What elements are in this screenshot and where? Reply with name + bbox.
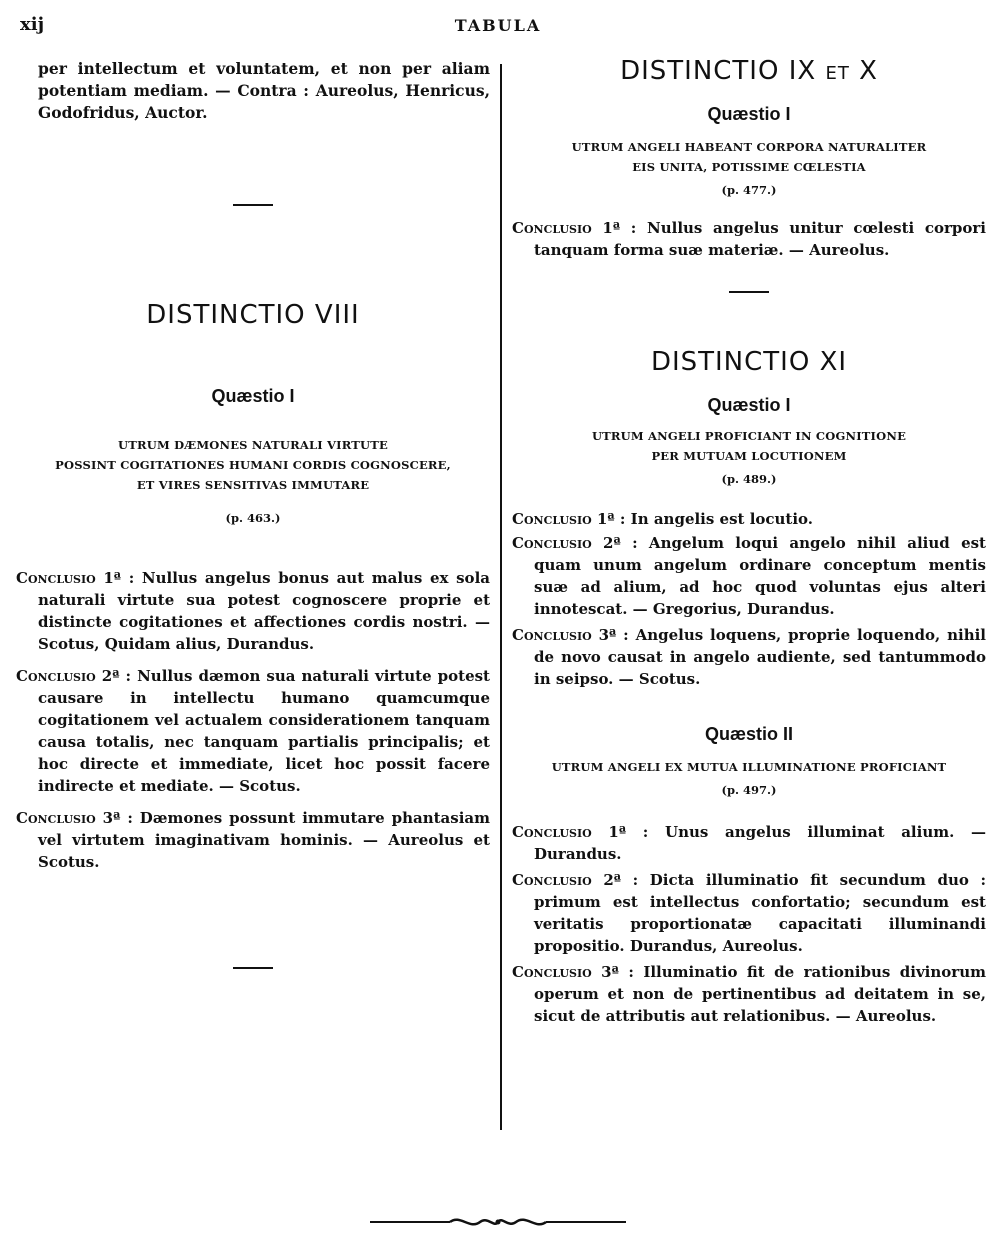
conclusio-item bbox=[512, 508, 986, 530]
quaestio-title bbox=[16, 435, 490, 495]
conclusio-label: Conclusio 2ª bbox=[512, 871, 622, 889]
page-reference: (p. 497.) bbox=[721, 783, 777, 797]
conclusio-label: Conclusio 2ª bbox=[512, 534, 621, 552]
page-reference: (p. 463.) bbox=[225, 511, 281, 525]
conclusio-authors: Durandus, Aureolus. bbox=[629, 937, 803, 955]
conclusions-list bbox=[16, 567, 490, 873]
quaestio-heading: Quæstio I bbox=[707, 395, 791, 415]
conclusio-item bbox=[512, 532, 986, 620]
conclusio-text: : Dæmones possunt immutare phantasiam vel virtutem imaginativam hominis. — bbox=[38, 809, 490, 849]
title-line: UTRUM DÆMONES NATURALI VIRTUTE bbox=[117, 438, 388, 452]
conclusio-label: Conclusio 1ª bbox=[512, 823, 627, 841]
conclusio-label: Conclusio 3ª bbox=[512, 963, 619, 981]
conclusions-list bbox=[512, 821, 986, 1027]
quaestio-heading: Quæstio I bbox=[211, 386, 295, 406]
conclusio-text: : Angelum loqui angelo nihil aliud est quam unum angelum ordinare conceptum mentis suæ ad alium, ad hoc quod voluntas ejus alteri innotescat. — bbox=[534, 534, 986, 618]
conclusio-text: : Nullus angelus bonus aut malus ex sola naturali virtute sua potest cognoscere proprie et distincte cogitationes et affectiones cordis nostri. — bbox=[38, 569, 490, 631]
running-title: TABULA bbox=[454, 16, 542, 35]
distinctio-main: DISTINCTIO IX bbox=[620, 56, 817, 86]
quaestio-heading: Quæstio I bbox=[707, 104, 791, 124]
conclusio-text: : Dicta illuminatio fit secundum duo : primum est intellectus confortatio; secundum est veritatis proportionatæ capacitati illuminandi propositio. bbox=[534, 871, 986, 955]
title-line: EIS UNITA, POTISSIME CŒLESTIA bbox=[632, 160, 866, 174]
conclusio-label: Conclusio 2ª bbox=[16, 667, 120, 685]
conclusio-authors: Aureolus. bbox=[809, 241, 890, 259]
conclusio-item bbox=[16, 807, 490, 873]
title-line: UTRUM ANGELI PROFICIANT IN COGNITIONE bbox=[591, 429, 907, 443]
title-line: PER MUTUAM LOCUTIONEM bbox=[651, 449, 847, 463]
continued-text: per intellectum et voluntatem, et non per aliam potentiam mediam. — Contra : bbox=[38, 59, 490, 100]
distinctio-heading: DISTINCTIO VIII bbox=[146, 300, 360, 330]
section-divider bbox=[729, 291, 769, 293]
conclusio-authors: Durandus. bbox=[534, 845, 622, 863]
distinctio-et: ET bbox=[825, 63, 850, 84]
conclusio-authors: Scotus. bbox=[638, 670, 701, 688]
right-column bbox=[512, 58, 986, 1037]
tailpiece-ornament-icon bbox=[370, 1212, 626, 1232]
conclusio-item bbox=[512, 217, 986, 261]
distinctio-end: X bbox=[859, 56, 878, 86]
section-divider bbox=[233, 967, 273, 969]
title-line: UTRUM ANGELI EX MUTUA ILLUMINATIONE PROFICIANT bbox=[551, 760, 947, 774]
page-number: xij bbox=[20, 14, 45, 35]
conclusio-item bbox=[16, 567, 490, 655]
conclusions-list bbox=[512, 508, 986, 690]
conclusio-text: : Illuminatio fit de rationibus divinorum operum et non de pertinentibus ad deitatem in se, sicut de attributis aut relationibus. — bbox=[534, 963, 986, 1025]
title-line: UTRUM ANGELI HABEANT CORPORA NATURALITER bbox=[571, 140, 927, 154]
page-reference: (p. 477.) bbox=[721, 183, 777, 197]
conclusio-label: Conclusio 3ª bbox=[16, 809, 121, 827]
conclusions-list bbox=[512, 217, 986, 261]
conclusio-label: Conclusio 1ª bbox=[512, 510, 615, 528]
conclusio-label: Conclusio 1ª bbox=[512, 219, 621, 237]
conclusio-item bbox=[16, 665, 490, 797]
quaestio-title bbox=[512, 137, 986, 177]
conclusio-label: Conclusio 1ª bbox=[16, 569, 122, 587]
conclusio-item bbox=[512, 624, 986, 690]
column-divider bbox=[500, 64, 502, 1130]
conclusio-authors: Aureolus. bbox=[855, 1007, 937, 1025]
conclusio-authors: Gregorius, Durandus. bbox=[652, 600, 835, 618]
conclusio-label: Conclusio 3ª bbox=[512, 626, 617, 644]
continued-authors: Aureolus, Henricus, Godofridus, Auctor. bbox=[38, 81, 490, 122]
title-line: POSSINT COGITATIONES HUMANI CORDIS COGNOSCERE, bbox=[55, 458, 451, 472]
left-column bbox=[16, 58, 490, 969]
conclusio-item bbox=[512, 961, 986, 1027]
distinctio-heading: DISTINCTIO XI bbox=[650, 347, 848, 377]
conclusio-text: : In angelis est locutio. bbox=[614, 510, 814, 528]
distinctio-heading bbox=[512, 56, 986, 86]
conclusio-text: : Unus angelus illuminat alium. — bbox=[626, 823, 986, 841]
conclusio-authors: Scotus. bbox=[239, 777, 301, 795]
page-reference: (p. 489.) bbox=[721, 472, 777, 486]
quaestio-title bbox=[512, 426, 986, 466]
conclusio-authors: Aureolus et Scotus. bbox=[38, 831, 490, 871]
conclusio-text: : Nullus dæmon sua naturali virtute potest causare in intellectu humano quamcumque cogitationem vel actualem considerationem tanquam causa totalis, nec tanquam partialis principalis; et hoc directe et immediate, licet hoc possit facere indirecte et mediate. — bbox=[38, 667, 490, 795]
continued-paragraph bbox=[38, 58, 490, 124]
section-divider bbox=[233, 204, 273, 206]
conclusio-item bbox=[512, 821, 986, 865]
conclusio-text: : Nullus angelus unitur cœlesti corpori tanquam forma suæ materiæ. — bbox=[534, 219, 986, 259]
conclusio-text: : Angelus loquens, proprie loquendo, nihil de novo causat in angelo audiente, sed tantummodo in seipso. — bbox=[534, 626, 986, 688]
quaestio-title bbox=[512, 757, 986, 777]
running-head bbox=[0, 14, 996, 38]
conclusio-item bbox=[512, 869, 986, 957]
conclusio-authors: Scotus, Quidam alius, Durandus. bbox=[38, 635, 315, 653]
quaestio-heading: Quæstio II bbox=[704, 724, 793, 744]
title-line: ET VIRES SENSITIVAS IMMUTARE bbox=[136, 478, 370, 492]
